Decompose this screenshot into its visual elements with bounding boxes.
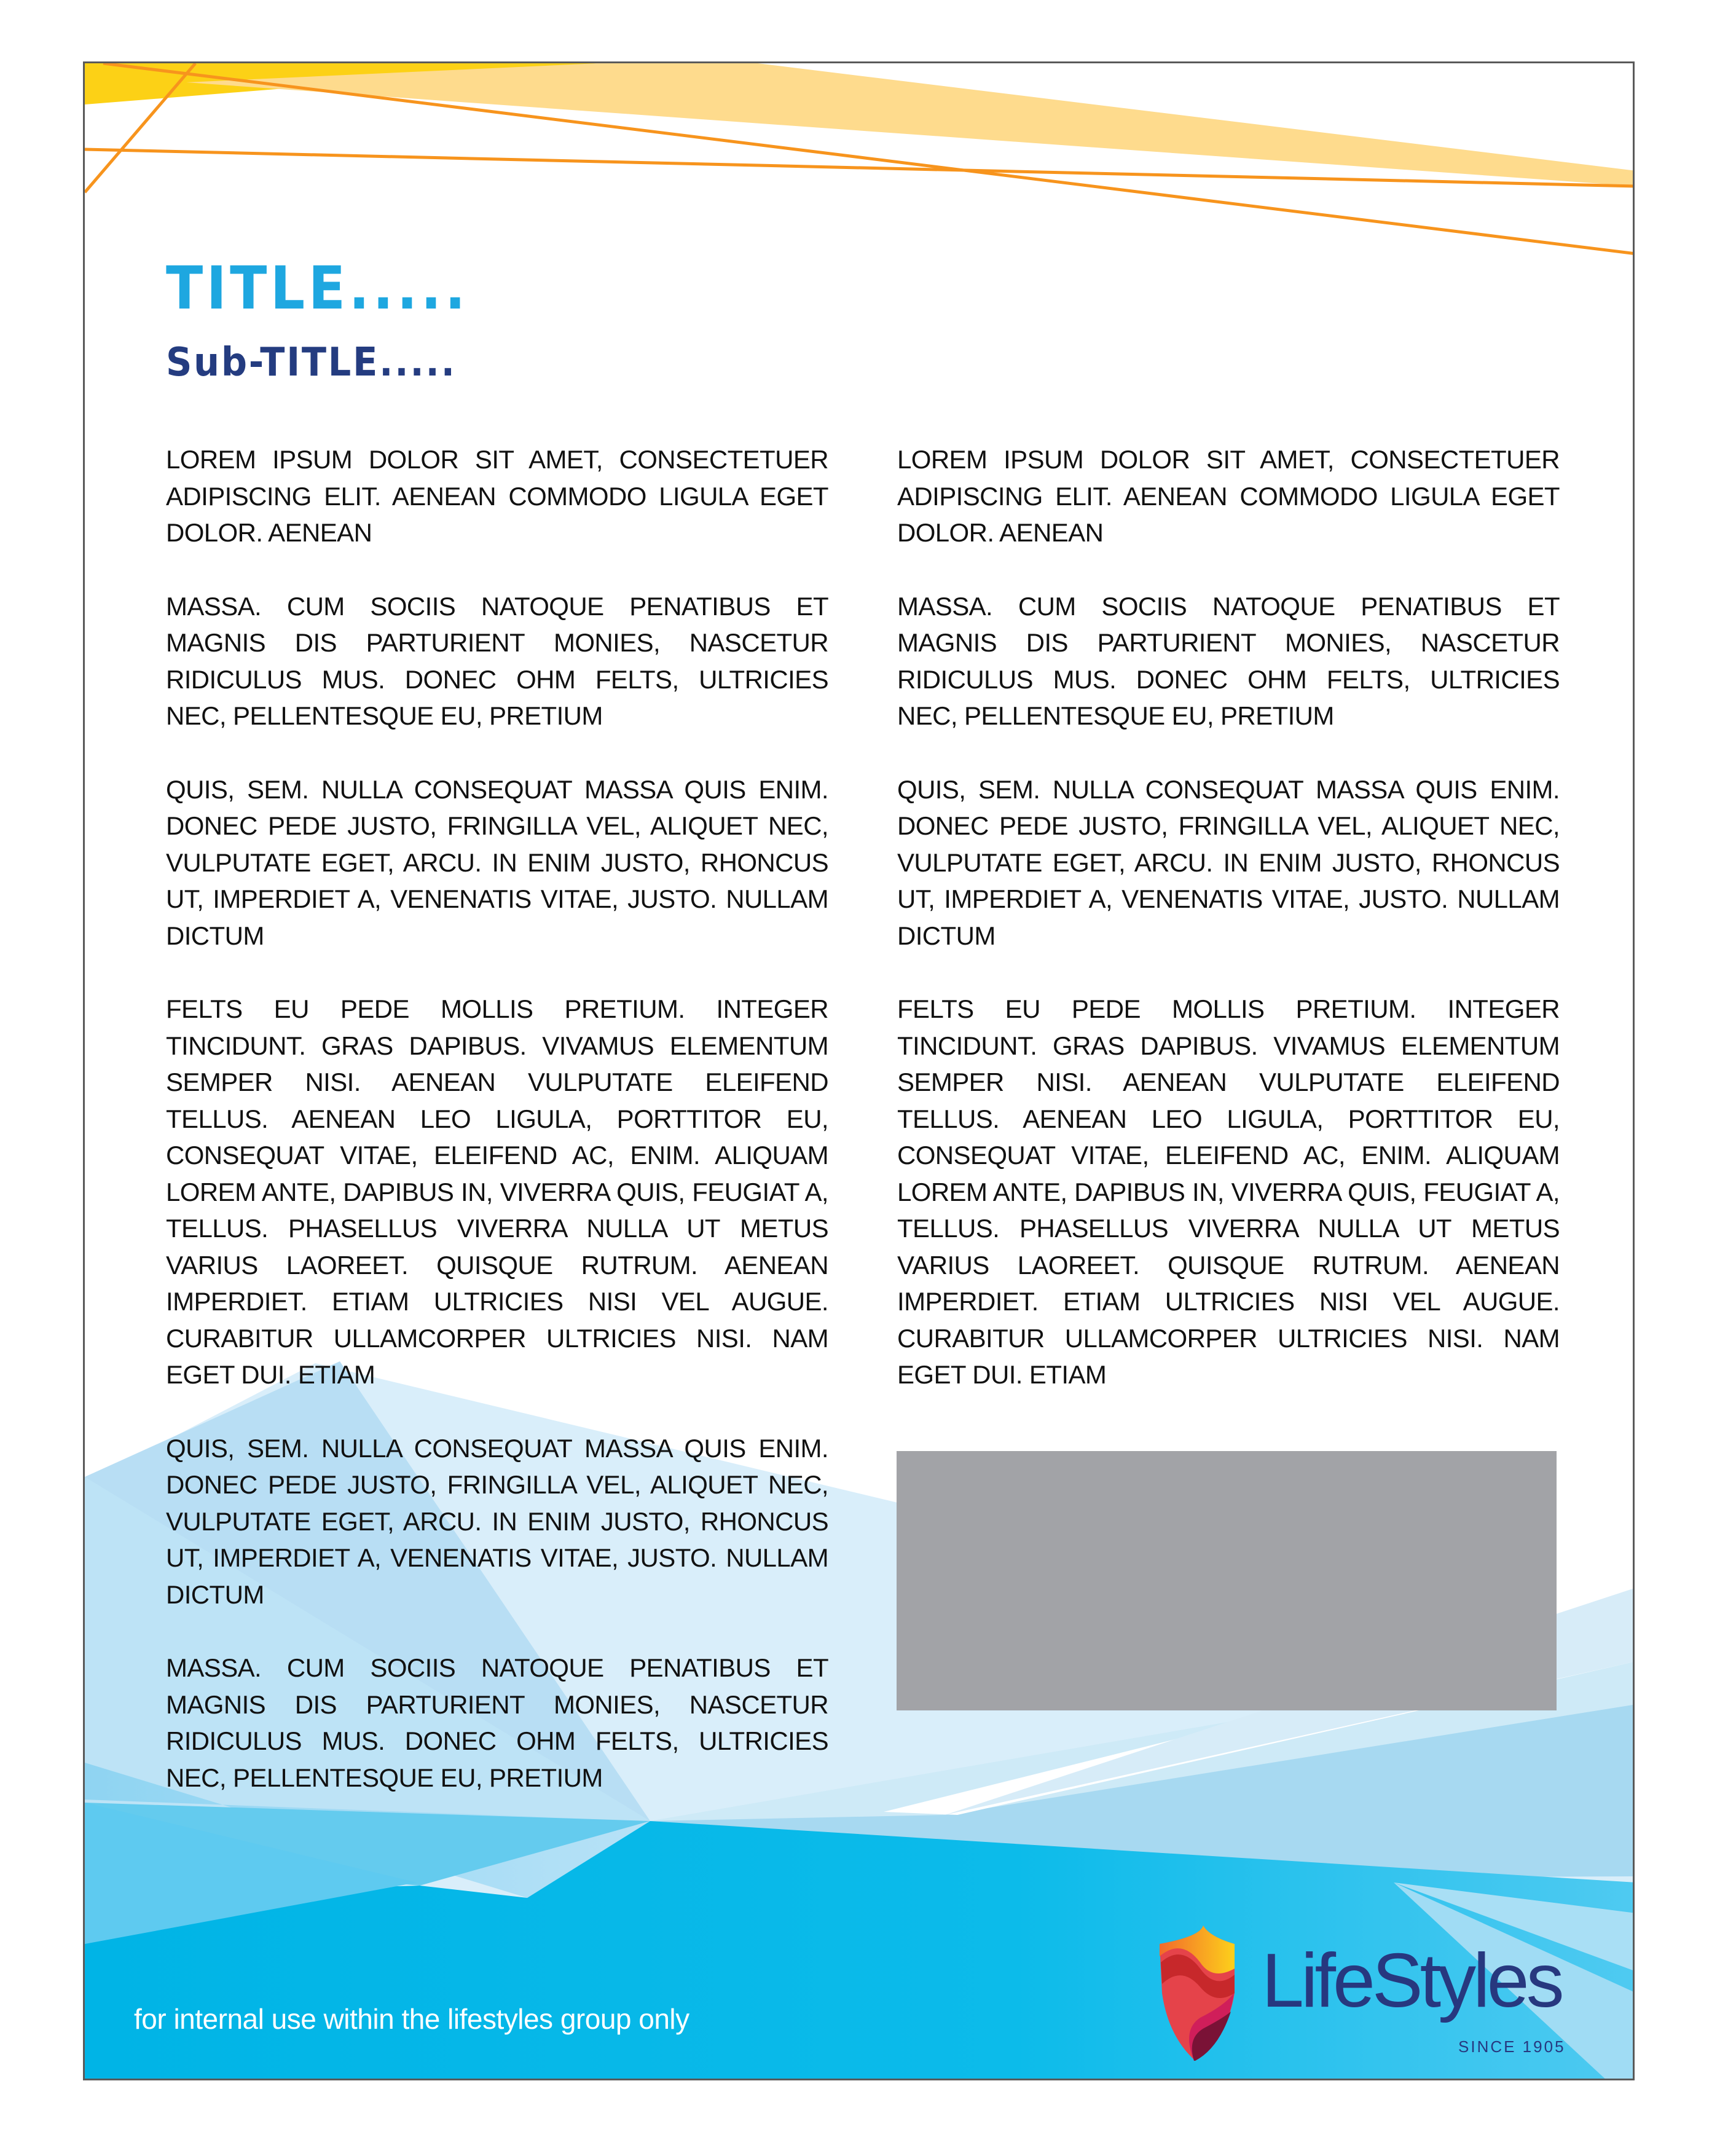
paragraph: MASSA. CUM SOCIIS NATOQUE PENATIBUS ET MAGNIS DIS PARTURIENT MONIES, NASCETUR RIDICULUS MUS. DONEC OHM FELTS, ULTRICIES NEC, PELLENTESQUE EU, PRETIUM (166, 591, 828, 730)
page-title: TITLE..... (166, 254, 469, 323)
page-subtitle: Sub-TITLE..... (166, 340, 457, 385)
top-decoration (85, 63, 1635, 254)
footer-note: for internal use within the lifestyles group only (134, 2003, 689, 2035)
paragraph: LOREM IPSUM DOLOR SIT AMET, CONSECTETUER ADIPISCING ELIT. AENEAN COMMODO LIGULA EGET DOLOR. AENEAN (166, 445, 828, 547)
left-column (166, 441, 828, 1833)
shield-icon (1157, 1926, 1237, 2061)
brand-tagline: SINCE 1905 (1458, 2037, 1566, 2056)
brand-wordmark: LifeStyles (1262, 1938, 1561, 2023)
paragraph: LOREM IPSUM DOLOR SIT AMET, CONSECTETUER ADIPISCING ELIT. AENEAN COMMODO LIGULA EGET DOLOR. AENEAN (897, 445, 1560, 547)
paragraph: QUIS, SEM. NULLA CONSEQUAT MASSA QUIS ENIM. DONEC PEDE JUSTO, FRINGILLA VEL, ALIQUET NEC, VULPUTATE EGET, ARCU. IN ENIM JUSTO, RHONCUS UT, IMPERDIET A, VENENATIS VITAE, JUSTO. NULLAM DICTUM (897, 774, 1560, 950)
flyer-page (83, 61, 1635, 2080)
brand-logo (1157, 1926, 1600, 2067)
paragraph: FELTS EU PEDE MOLLIS PRETIUM. INTEGER TINCIDUNT. GRAS DAPIBUS. VIVAMUS ELEMENTUM SEMPER NISI. AENEAN VULPUTATE ELEIFEND TELLUS. AENEAN LEO LIGULA, PORTTITOR EU, CONSEQUAT VITAE, ELEIFEND AC, ENIM. ALIQUAM LOREM ANTE, DAPIBUS IN, VIVERRA QUIS, FEUGIAT A, TELLUS. PHASELLUS VIVERRA NULLA UT METUS VARIUS LAOREET. QUISQUE RUTRUM. AENEAN IMPERDIET. ETIAM ULTRICIES NISI VEL AUGUE. CURABITUR ULLAMCORPER ULTRICIES NISI. NAM EGET DUI. ETIAM (897, 994, 1560, 1389)
paragraph: QUIS, SEM. NULLA CONSEQUAT MASSA QUIS ENIM. DONEC PEDE JUSTO, FRINGILLA VEL, ALIQUET NEC, VULPUTATE EGET, ARCU. IN ENIM JUSTO, RHONCUS UT, IMPERDIET A, VENENATIS VITAE, JUSTO. NULLAM DICTUM (166, 1433, 828, 1609)
paragraph: QUIS, SEM. NULLA CONSEQUAT MASSA QUIS ENIM. DONEC PEDE JUSTO, FRINGILLA VEL, ALIQUET NEC, VULPUTATE EGET, ARCU. IN ENIM JUSTO, RHONCUS UT, IMPERDIET A, VENENATIS VITAE, JUSTO. NULLAM DICTUM (166, 774, 828, 950)
paragraph: FELTS EU PEDE MOLLIS PRETIUM. INTEGER TINCIDUNT. GRAS DAPIBUS. VIVAMUS ELEMENTUM SEMPER NISI. AENEAN VULPUTATE ELEIFEND TELLUS. AENEAN LEO LIGULA, PORTTITOR EU, CONSEQUAT VITAE, ELEIFEND AC, ENIM. ALIQUAM LOREM ANTE, DAPIBUS IN, VIVERRA QUIS, FEUGIAT A, TELLUS. PHASELLUS VIVERRA NULLA UT METUS VARIUS LAOREET. QUISQUE RUTRUM. AENEAN IMPERDIET. ETIAM ULTRICIES NISI VEL AUGUE. CURABITUR ULLAMCORPER ULTRICIES NISI. NAM EGET DUI. ETIAM (166, 994, 828, 1389)
paragraph: MASSA. CUM SOCIIS NATOQUE PENATIBUS ET MAGNIS DIS PARTURIENT MONIES, NASCETUR RIDICULUS MUS. DONEC OHM FELTS, ULTRICIES NEC, PELLENTESQUE EU, PRETIUM (166, 1653, 828, 1792)
image-placeholder (897, 1451, 1557, 1710)
right-column (897, 441, 1560, 1430)
paragraph: MASSA. CUM SOCIIS NATOQUE PENATIBUS ET MAGNIS DIS PARTURIENT MONIES, NASCETUR RIDICULUS MUS. DONEC OHM FELTS, ULTRICIES NEC, PELLENTESQUE EU, PRETIUM (897, 591, 1560, 730)
